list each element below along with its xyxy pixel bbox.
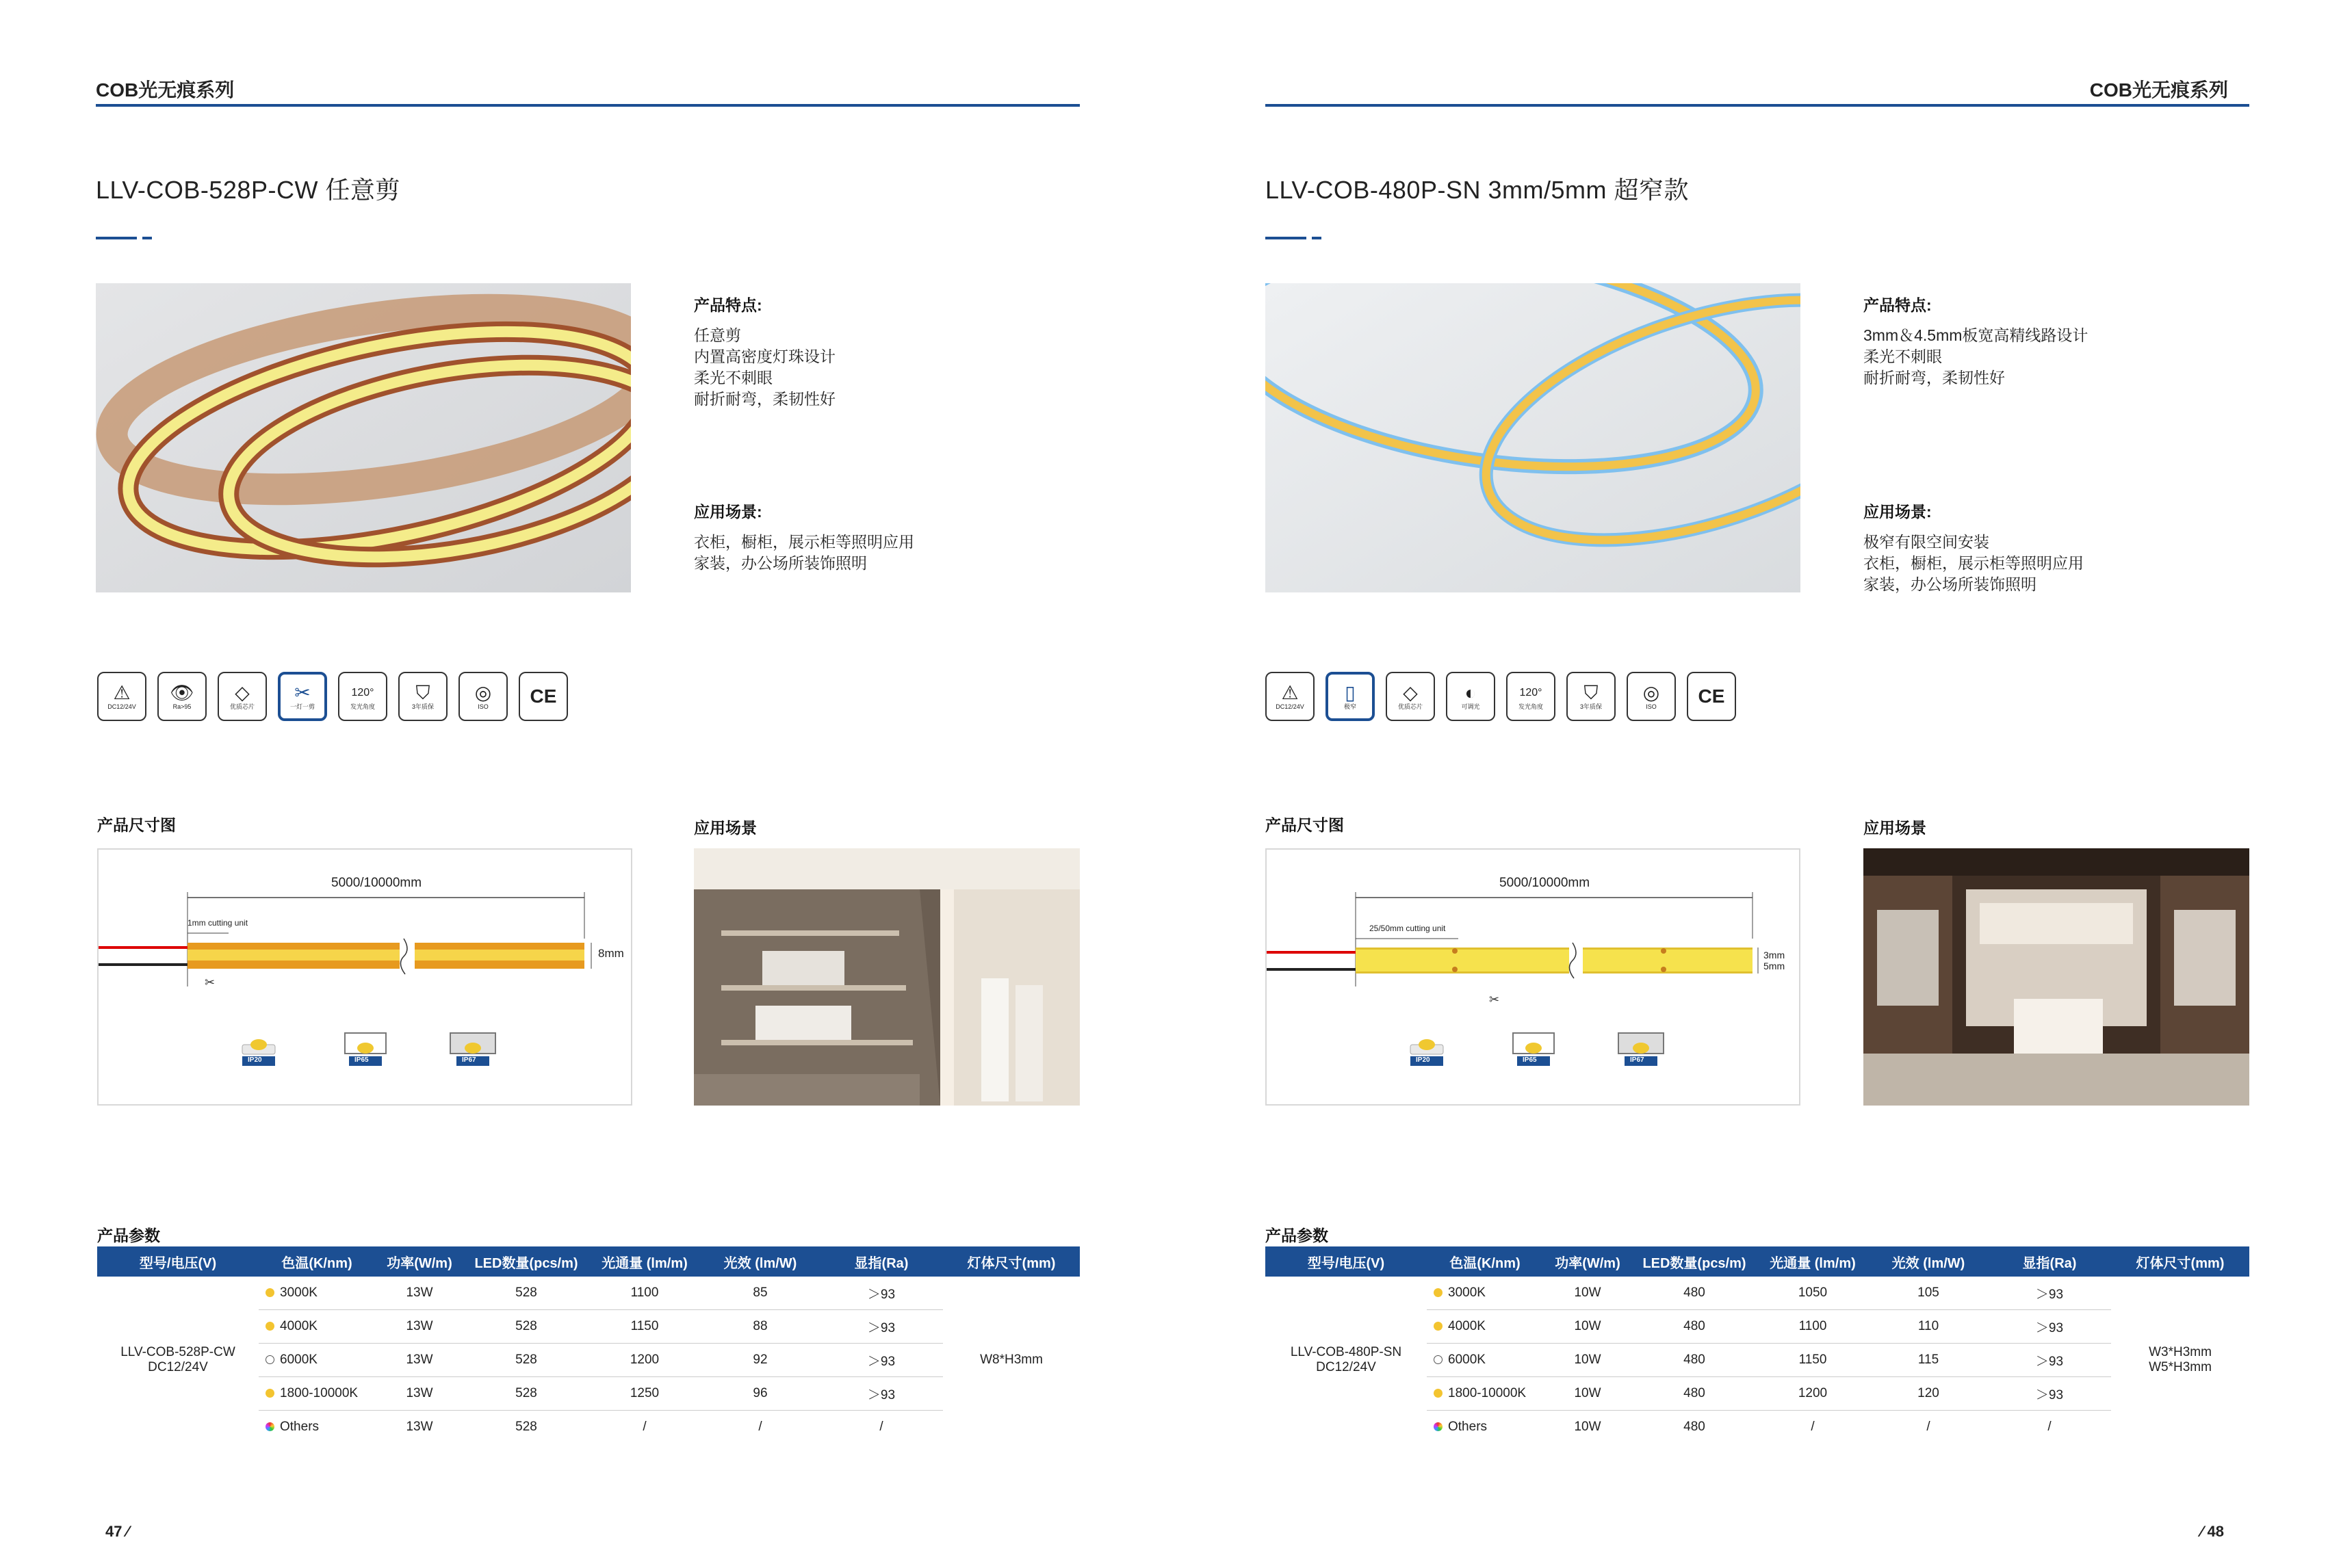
ip20-label: IP20	[248, 1056, 262, 1064]
ra-cell: ＞93	[820, 1310, 943, 1344]
led-cell: 480	[1632, 1344, 1757, 1377]
model-cell: LLV-COB-480P-SN DC12/24V	[1290, 1345, 1402, 1374]
flux-cell: 1200	[589, 1344, 701, 1377]
angle-icon: 120° 发光角度	[1506, 672, 1555, 721]
cct-cell: 1800-10000K	[1448, 1386, 1527, 1400]
col-header: 灯体尺寸(mm)	[943, 1246, 1080, 1277]
angle-icon: 120° 发光角度	[338, 672, 387, 721]
page-number: 47 ⁄	[105, 1523, 129, 1540]
scene-photo	[694, 848, 1080, 1106]
ip65-label: IP65	[1523, 1056, 1537, 1064]
led-cell: 480	[1632, 1277, 1757, 1310]
power-cell: 10W	[1543, 1377, 1632, 1411]
feature-item: 任意剪	[694, 326, 741, 344]
power-cell: 13W	[375, 1310, 464, 1344]
dimension-drawing	[1265, 848, 1800, 1106]
led-cell: 528	[464, 1377, 589, 1411]
params-table	[1265, 1246, 2249, 1443]
color-dot	[1434, 1355, 1443, 1364]
scene-heading: 应用场景	[1863, 819, 1926, 837]
ra-cell: /	[2047, 1420, 2052, 1434]
header-rule	[1265, 104, 2249, 107]
col-header: 灯体尺寸(mm)	[2111, 1246, 2249, 1277]
col-header: 型号/电压(V)	[1265, 1246, 1427, 1277]
table-header-row	[97, 1246, 1080, 1277]
col-header: 光效 (lm/W)	[701, 1246, 820, 1277]
led-cell: 528	[464, 1344, 589, 1377]
cut-unit-label: 25/50mm cutting unit	[1369, 924, 1446, 933]
flux-cell: 1100	[589, 1277, 701, 1310]
dimmable-icon: ◐ 可调光	[1446, 672, 1495, 721]
power-cell: 10W	[1543, 1277, 1632, 1310]
led-cell: 480	[1632, 1377, 1757, 1411]
application-heading: 应用场景:	[1863, 503, 1932, 521]
efficacy-cell: 96	[701, 1377, 820, 1411]
ip67-label: IP67	[1630, 1056, 1644, 1064]
color-dot	[266, 1288, 274, 1297]
header-rule	[96, 104, 1080, 107]
application-heading: 应用场景:	[694, 503, 762, 521]
iso-icon: ◎ ISO	[1627, 672, 1676, 721]
ip67-label: IP67	[462, 1056, 476, 1064]
color-dot	[266, 1355, 274, 1364]
params-table	[97, 1246, 1080, 1443]
feature-icons-row	[97, 672, 568, 721]
features-heading: 产品特点:	[1863, 296, 1932, 314]
ip65-label: IP65	[354, 1056, 369, 1064]
dimension-heading: 产品尺寸图	[97, 816, 176, 834]
col-header: 功率(W/m)	[375, 1246, 464, 1277]
height-label: 3mm 5mm	[1763, 950, 1785, 971]
scissors-icon: ✂ 一灯一剪	[278, 672, 327, 721]
color-dot	[266, 1322, 274, 1331]
led-cell: 528	[464, 1277, 589, 1310]
col-header: 型号/电压(V)	[97, 1246, 259, 1277]
power-cell: 10W	[1543, 1344, 1632, 1377]
feature-item: 柔光不刺眼	[694, 369, 773, 387]
voltage-icon: ⚠ DC12/24V	[97, 672, 146, 721]
efficacy-cell: /	[758, 1420, 762, 1434]
scene-photo	[1863, 848, 2249, 1106]
product-title: LLV-COB-480P-SN 3mm/5mm 超窄款	[1265, 176, 1689, 204]
led-cell: 528	[464, 1310, 589, 1344]
ra-cell: ＞93	[1988, 1377, 2111, 1411]
title-underline	[96, 237, 137, 239]
cct-cell: 3000K	[280, 1285, 318, 1300]
voltage-icon: ⚠ DC12/24V	[1265, 672, 1315, 721]
flux-cell: 1150	[589, 1310, 701, 1344]
application-item: 家装，办公场所装饰照明	[1863, 575, 2036, 593]
chip-icon: ◇ 优质芯片	[218, 672, 267, 721]
series-title: COB光无痕系列	[96, 79, 235, 101]
efficacy-cell: 92	[701, 1344, 820, 1377]
feature-item: 柔光不刺眼	[1863, 348, 1942, 365]
flux-cell: 1050	[1757, 1277, 1869, 1310]
feature-item: 耐折耐弯，柔韧性好	[694, 390, 836, 408]
col-header: 光通量 (lm/m)	[1757, 1246, 1869, 1277]
cct-cell: Others	[280, 1420, 320, 1434]
rgb-dot	[266, 1422, 274, 1431]
power-cell: 13W	[406, 1420, 433, 1434]
title-underline	[1265, 237, 1306, 239]
color-dot	[266, 1389, 274, 1398]
cct-cell: 4000K	[280, 1319, 318, 1333]
led-cell: 480	[1632, 1310, 1757, 1344]
params-heading: 产品参数	[1265, 1227, 1328, 1244]
narrow-board-icon: ▯ 极窄	[1325, 672, 1375, 721]
feature-icons-row	[1265, 672, 1736, 721]
cct-cell: 4000K	[1448, 1319, 1486, 1333]
power-cell: 13W	[375, 1344, 464, 1377]
ra-cell: ＞93	[820, 1377, 943, 1411]
size-cell: W3*H3mm W5*H3mm	[2149, 1345, 2212, 1374]
application-block	[694, 499, 1077, 574]
power-cell: 10W	[1574, 1420, 1601, 1434]
cct-cell: 6000K	[280, 1353, 318, 1367]
col-header: 显指(Ra)	[1988, 1246, 2111, 1277]
flux-cell: /	[643, 1420, 647, 1434]
application-item: 衣柜，橱柜，展示柜等照明应用	[694, 533, 914, 551]
led-cell: 528	[515, 1420, 537, 1434]
application-block	[1863, 499, 2247, 595]
title-underline-accent	[142, 237, 152, 239]
ra-cell: ＞93	[820, 1277, 943, 1310]
iso-icon: ◎ ISO	[458, 672, 508, 721]
efficacy-cell: 88	[701, 1310, 820, 1344]
table-row	[97, 1277, 1080, 1310]
product-title: LLV-COB-528P-CW 任意剪	[96, 176, 400, 204]
warranty-icon: ⛉ 3年质保	[1566, 672, 1616, 721]
ra-cell: ＞93	[820, 1344, 943, 1377]
efficacy-cell: /	[1926, 1420, 1930, 1434]
length-label: 5000/10000mm	[331, 876, 422, 890]
power-cell: 13W	[375, 1277, 464, 1310]
flux-cell: 1200	[1757, 1377, 1869, 1411]
application-item: 极窄有限空间安装	[1863, 533, 1989, 551]
feature-item: 3mm＆4.5mm板宽高精线路设计	[1863, 326, 2088, 344]
dimension-heading: 产品尺寸图	[1265, 816, 1344, 834]
efficacy-cell: 115	[1869, 1344, 1988, 1377]
col-header: 光通量 (lm/m)	[589, 1246, 701, 1277]
cct-cell: Others	[1448, 1420, 1488, 1434]
col-header: LED数量(pcs/m)	[1632, 1246, 1757, 1277]
led-cell: 480	[1683, 1420, 1705, 1434]
scene-heading: 应用场景	[694, 819, 757, 837]
col-header: 色温(K/nm)	[259, 1246, 375, 1277]
efficacy-cell: 120	[1869, 1377, 1988, 1411]
height-label: 8mm	[598, 947, 624, 960]
table-header-row	[1265, 1246, 2249, 1277]
length-label: 5000/10000mm	[1499, 876, 1590, 890]
flux-cell: /	[1811, 1420, 1815, 1434]
col-header: 功率(W/m)	[1543, 1246, 1632, 1277]
cct-cell: 1800-10000K	[280, 1386, 359, 1400]
dimension-drawing	[97, 848, 632, 1106]
ip20-label: IP20	[1416, 1056, 1430, 1064]
series-title: COB光无痕系列	[2089, 79, 2228, 101]
col-header: 色温(K/nm)	[1427, 1246, 1543, 1277]
svg-text:✂: ✂	[1489, 993, 1500, 1006]
cct-cell: 6000K	[1448, 1353, 1486, 1367]
power-cell: 13W	[375, 1377, 464, 1411]
color-dot	[1434, 1389, 1443, 1398]
ra-cell: ＞93	[1988, 1344, 2111, 1377]
color-dot	[1434, 1288, 1443, 1297]
title-underline-accent	[1312, 237, 1321, 239]
color-dot	[1434, 1322, 1443, 1331]
chip-icon: ◇ 优质芯片	[1386, 672, 1435, 721]
rgb-dot	[1434, 1422, 1443, 1431]
warranty-icon: ⛉ 3年质保	[398, 672, 448, 721]
col-header: 光效 (lm/W)	[1869, 1246, 1988, 1277]
efficacy-cell: 105	[1869, 1277, 1988, 1310]
ra-cell: ＞93	[1988, 1310, 2111, 1344]
cut-unit-label: 1mm cutting unit	[187, 918, 248, 928]
params-heading: 产品参数	[97, 1227, 160, 1244]
feature-item: 内置高密度灯珠设计	[694, 348, 836, 365]
features-block	[694, 293, 1077, 410]
right-page	[1164, 0, 2328, 1568]
application-item: 衣柜，橱柜，展示柜等照明应用	[1863, 554, 2084, 572]
power-cell: 10W	[1543, 1310, 1632, 1344]
flux-cell: 1150	[1757, 1344, 1869, 1377]
product-photo	[96, 283, 631, 592]
table-row	[1265, 1277, 2249, 1310]
ra-cell: /	[879, 1420, 883, 1434]
flux-cell: 1100	[1757, 1310, 1869, 1344]
features-heading: 产品特点:	[694, 296, 762, 314]
model-cell: LLV-COB-528P-CW DC12/24V	[120, 1345, 235, 1374]
ce-icon: CE	[1687, 672, 1736, 721]
flux-cell: 1250	[589, 1377, 701, 1411]
feature-item: 耐折耐弯，柔韧性好	[1863, 369, 2005, 387]
efficacy-cell: 85	[701, 1277, 820, 1310]
col-header: LED数量(pcs/m)	[464, 1246, 589, 1277]
svg-text:✂: ✂	[205, 976, 216, 989]
efficacy-cell: 110	[1869, 1310, 1988, 1344]
features-block	[1863, 293, 2247, 389]
eye-icon: 👁 Ra>95	[157, 672, 207, 721]
ce-icon: CE	[519, 672, 568, 721]
ra-cell: ＞93	[1988, 1277, 2111, 1310]
col-header: 显指(Ra)	[820, 1246, 943, 1277]
size-cell: W8*H3mm	[980, 1353, 1043, 1367]
application-item: 家装，办公场所装饰照明	[694, 554, 867, 572]
cct-cell: 3000K	[1448, 1285, 1486, 1300]
product-photo	[1265, 283, 1800, 592]
page-number: ⁄ 48	[2200, 1523, 2224, 1540]
